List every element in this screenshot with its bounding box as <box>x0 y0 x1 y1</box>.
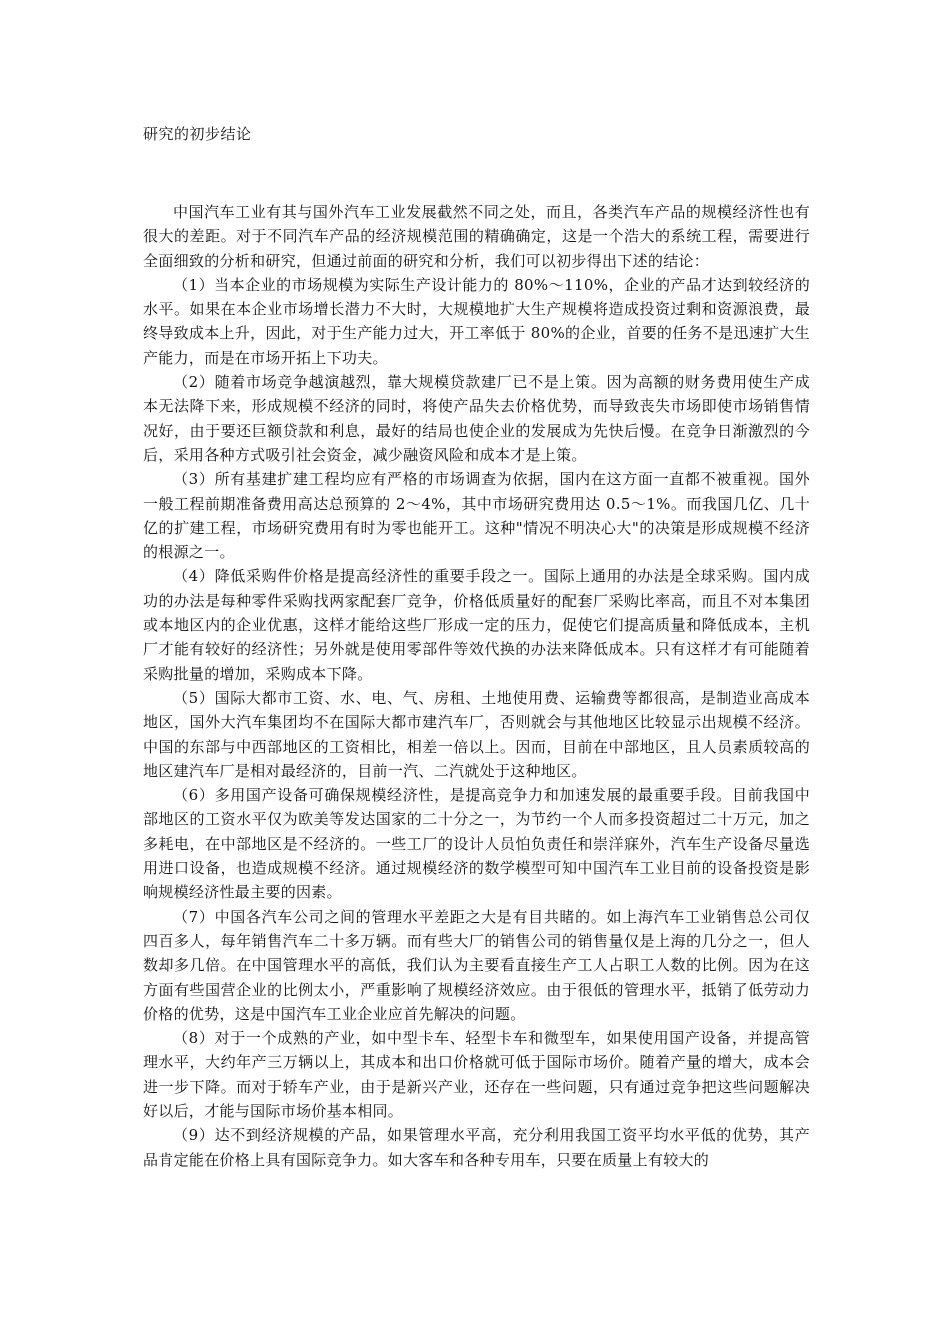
conclusion-1-paragraph: （1）当本企业的市场规模为实际生产设计能力的 80%～110%，企业的产品才达到较经济的水平。如果在本企业市场增长潜力不大时，大规模地扩大生产规模将造成投资过剩和资源浪费，最终导致成本上升，因此，对于生产能力过大，开工率低于 80%的企业，首要的任务不是迅速扩大生产能力，而是在市场开拓上下功夫。 <box>143 275 810 367</box>
conclusion-8-paragraph: （8）对于一个成熟的产业，如中型卡车、轻型卡车和微型车，如果使用国产设备，并提高管理水平，大约年产三万辆以上，其成本和出口价格就可低于国际市场价。随着产量的增大，成本会进一步下降。而对于轿车产业，由于是新兴产业，还存在一些问题，只有通过竞争把这些问题解决好以后，才能与国际市场价基本相同。 <box>143 1029 810 1120</box>
intro-paragraph: 中国汽车工业有其与国外汽车工业发展截然不同之处，而且，各类汽车产品的规模经济性也有很大的差距。对于不同汽车产品的经济规模范围的精确确定，这是一个浩大的系统工程，需要进行全面细致的分析和研究，但通过前面的研究和分析，我们可以初步得出下述的结论： <box>143 203 810 270</box>
conclusion-4-paragraph: （4）降低采购件价格是提高经济性的重要手段之一。国际上通用的办法是全球采购。国内成功的办法是每种零件采购找两家配套厂竞争，价格低质量好的配套厂采购比率高，而且不对本集团或本地区内的企业优惠，这样才能给这些厂形成一定的压力，促使它们提高质量和降低成本，主机厂才能有较好的经济性；另外就是使用零部件等效代换的办法来降低成本。只有这样才有可能随着采购批量的增加，采购成本下降。 <box>143 567 810 683</box>
conclusion-6-paragraph: （6）多用国产设备可确保规模经济性，是提高竞争力和加速发展的最重要手段。目前我国中部地区的工资水平仅为欧美等发达国家的二十分之一，为节约一个人而多投资超过二十万元，加之多耗电，在中部地区是不经济的。一些工厂的设计人员怕负责任和崇洋寐外，汽车生产设备尽量选用进口设备，也造成规模不经济。通过规模经济的数学模型可知中国汽车工业目前的设备投资是影响规模经济性最主要的因素。 <box>143 786 810 902</box>
conclusion-2-paragraph: （2）随着市场竞争越演越烈，靠大规模贷款建厂已不是上策。因为高额的财务费用使生产成本无法降下来，形成规模不经济的同时，将使产品失去价格优势，而导致丧失市场即使市场销售情况好，由于要还巨额贷款和利息，最好的结局也使企业的发展成为先快后慢。在竞争日渐激烈的今后，采用各种方式吸引社会资金，减少融资风险和成本才是上策。 <box>143 373 810 464</box>
document-title: 研究的初步结论 <box>143 125 252 143</box>
document-body <box>143 200 810 1172</box>
conclusion-3-paragraph: （3）所有基建扩建工程均应有严格的市场调查为依据，国内在这方面一直都不被重视。国外一般工程前期准备费用高达总预算的 2～4%，其中市场研究费用达 0.5～1%。而我国几亿、几十亿的扩建工程，市场研究费用有时为零也能开工。这种"情况不明决心大"的决策是形成规模不经济的根源之一。 <box>143 470 810 562</box>
conclusion-9-paragraph: （9）达不到经济规模的产品，如果管理水平高，充分利用我国工资平均水平低的优势，其产品肯定能在价格上具有国际竞争力。如大客车和各种专用车，只要在质量上有较大的 <box>143 1126 810 1169</box>
conclusion-5-paragraph: （5）国际大都市工资、水、电、气、房租、土地使用费、运输费等都很高，是制造业高成本地区，国外大汽车集团均不在国际大都市建汽车厂，否则就会与其他地区比较显示出规模不经济。中国的东部与中西部地区的工资相比，相差一倍以上。因而，目前在中部地区，且人员素质较高的地区建汽车厂是相对最经济的，目前一汽、二汽就处于这种地区。 <box>143 688 810 780</box>
conclusion-7-paragraph: （7）中国各汽车公司之间的管理水平差距之大是有目共睹的。如上海汽车工业销售总公司仅四百多人，每年销售汽车二十多万辆。而有些大厂的销售公司的销售量仅是上海的几分之一，但人数却多几倍。在中国管理水平的高低，我们认为主要看直接生产工人占职工人数的比例。因为在这方面有些国营企业的比例太小，严重影响了规模经济效应。由于很低的管理水平，抵销了低劳动力价格的优势，这是中国汽车工业企业应首先解决的问题。 <box>143 907 810 1023</box>
